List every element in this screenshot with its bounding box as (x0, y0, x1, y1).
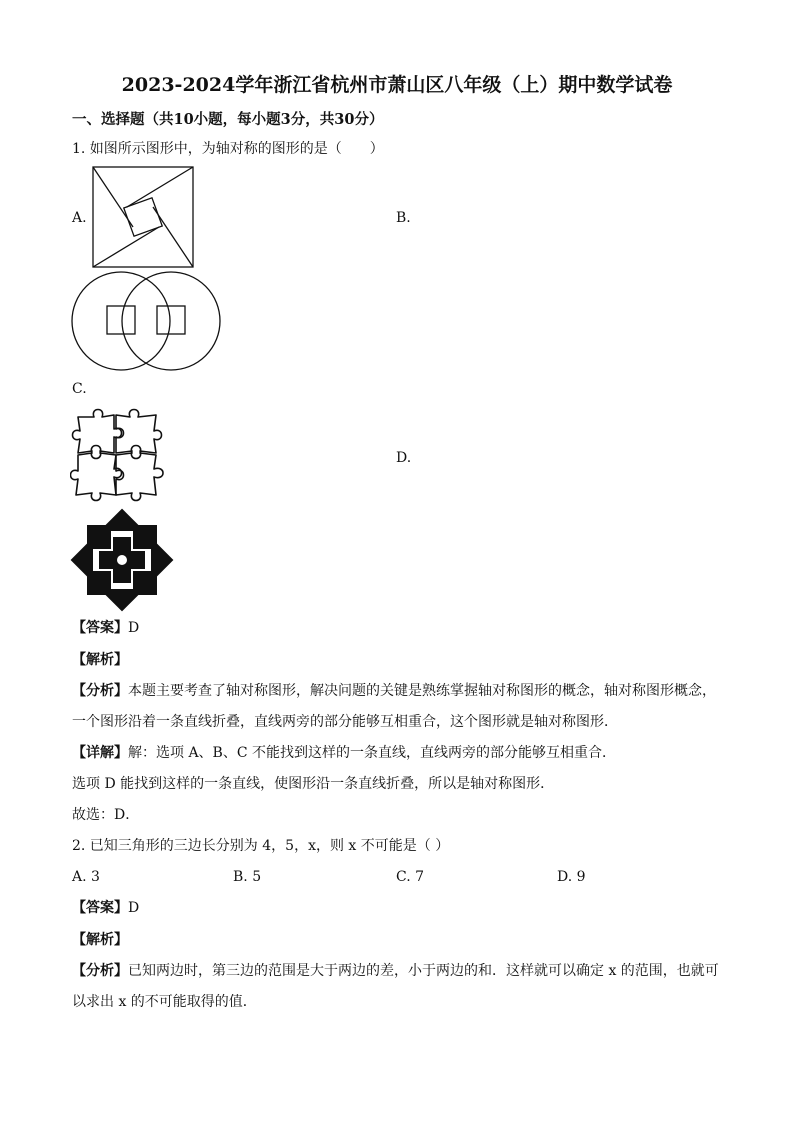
section-heading: 一、选择题（共10小题，每小题3分，共30分） (72, 111, 384, 128)
q2-fenxi-line-2: 以求出 x 的不可能取得的值． (72, 994, 257, 1010)
fenxi-tag: 【分析】 (72, 963, 128, 979)
answer-tag: 【答案】 (72, 900, 128, 916)
document-title: 2023-2024学年浙江省杭州市萧山区八年级（上）期中数学试卷 (121, 74, 673, 96)
xiangjie-text: 解：选项 A、B、C 不能找到这样的一条直线，直线两旁的部分能够互相重合． (128, 745, 617, 761)
q2-fenxi-line-1 (72, 961, 719, 981)
option-d-label: D. (396, 450, 412, 466)
fenxi-tag: 【分析】 (72, 683, 128, 699)
option-b-label: B. (396, 210, 411, 226)
q1-conclusion: 故选：D． (72, 807, 140, 823)
q1-analysis-tag: 【解析】 (72, 652, 128, 668)
q1-xiangjie-line-1 (72, 743, 616, 763)
q1-xiangjie-line-2: 选项 D 能找到这样的一条直线，使图形沿一条直线折叠，所以是轴对称图形． (72, 776, 555, 792)
q2-answer-line (72, 898, 139, 918)
figure-c-puzzle-pieces (70, 403, 170, 503)
q2-option-d: D. 9 (557, 869, 586, 885)
fenxi-text: 本题主要考查了轴对称图形，解决问题的关键是熟练掌握轴对称图形的概念，轴对称图形概念， (128, 683, 716, 699)
q2-option-a: A. 3 (72, 869, 100, 885)
q2-option-b: B. 5 (233, 869, 262, 885)
xiangjie-tag: 【详解】 (72, 745, 128, 761)
answer-tag: 【答案】 (72, 620, 128, 636)
q1-answer-line (72, 618, 139, 638)
q1-fenxi-line-1 (72, 681, 716, 701)
question-2-stem: 2. 已知三角形的三边长分别为 4，5，x，则 x 不可能是（ ） (72, 838, 450, 854)
question-1-stem: 1. 如图所示图形中，为轴对称的图形的是（ ） (72, 141, 384, 157)
figure-b-overlapping-coins (70, 270, 222, 372)
option-a-label: A. (72, 210, 87, 226)
figure-d-symmetric-cross-emblem (70, 508, 174, 612)
q2-analysis-tag: 【解析】 (72, 932, 128, 948)
option-c-label: C. (72, 381, 87, 397)
fenxi-text: 已知两边时，第三边的范围是大于两边的差，小于两边的和．这样就可以确定 x 的范围，也就可 (128, 963, 719, 979)
answer-value: D (128, 900, 140, 916)
q1-fenxi-line-2: 一个图形沿着一条直线折叠，直线两旁的部分能够互相重合，这个图形就是轴对称图形． (72, 714, 618, 730)
q2-option-c: C. 7 (396, 869, 425, 885)
figure-a-pinwheel-square (92, 166, 194, 268)
answer-value: D (128, 620, 140, 636)
